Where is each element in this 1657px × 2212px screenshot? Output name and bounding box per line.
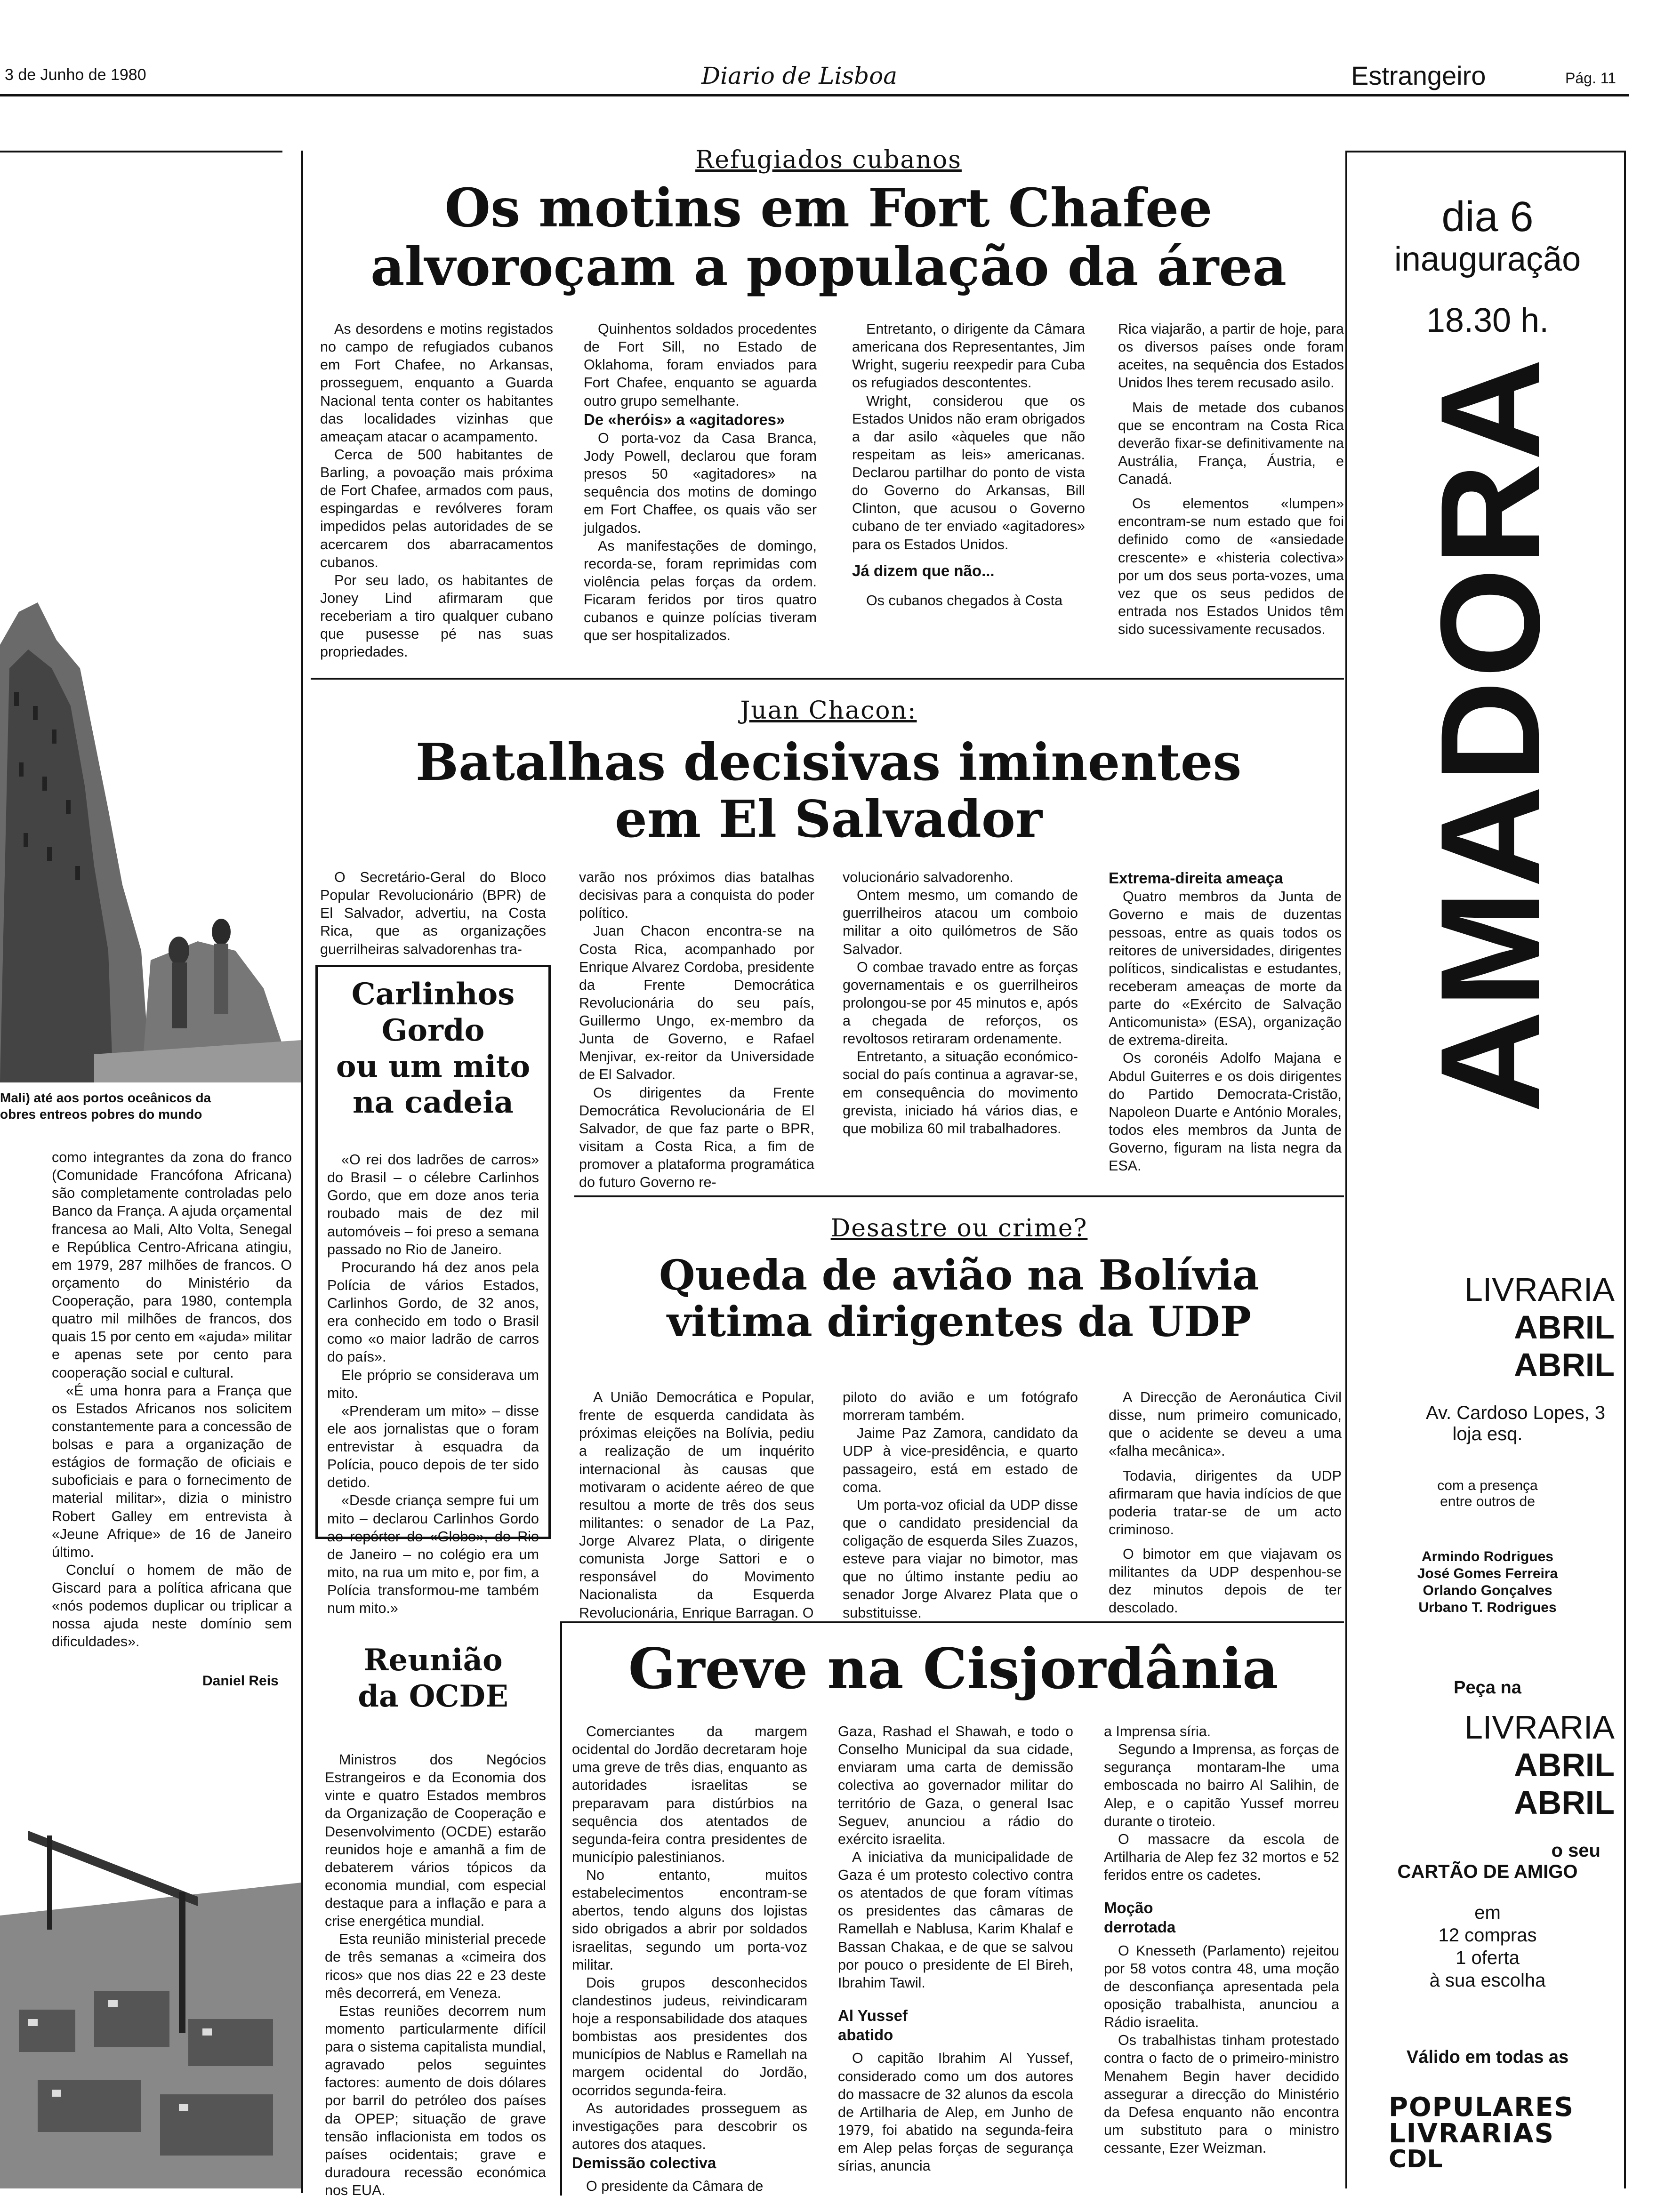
box-ocde-paragraph: Ministros dos Negócios Estrangeiros e da Economia dos vinte e quatro Estados membros da Organização de Cooperação e Desenvolvimento (OCDE) estarão reunidos hoje e amanhã a fim de debaterem vários tópicos da economia mundial, com especial destaque para a inflação e para a crise energética mundial. [325,1752,546,1930]
ad-presence [1356,1478,1619,1510]
article1-column-4 [1118,320,1344,664]
article1-headline-line1: Os motins em Fort Chafee [444,177,1213,239]
left-caption-line2: obres entreos pobres do mundo [0,1107,202,1122]
article2-subhead: Extrema-direita ameaça [1109,869,1283,887]
article4-headline: Greve na Cisjordânia [628,1636,1279,1701]
left-photo-mosque [0,151,301,1082]
rule-ad-right [1624,151,1626,2188]
article1-headline [311,179,1346,297]
article4-paragraph: O presidente da Câmara de [586,2178,764,2195]
masthead-page: Pág. 11 [1565,70,1616,87]
article3-column-3 [1109,1388,1342,1614]
box-carlinhos-title-line3: ou um mito [336,1049,531,1084]
ad-guest: Armindo Rodrigues [1421,1549,1553,1564]
box-carlinhos-title-line4: na cadeia [353,1085,514,1121]
article3-paragraph: A Direcção de Aeronáutica Civil disse, num primeiro comunicado, que o acidente se deveu a uma «falha mecânica». [1109,1389,1342,1459]
article2-headline-line1: Batalhas decisivas iminentes [415,733,1242,792]
article1-column-1 [320,320,553,664]
ad-presence1: com a presença [1437,1478,1538,1493]
article4-column-2 [838,1723,1073,2198]
rule-left-strip [301,151,303,2193]
article1-paragraph: Entretanto, o dirigente da Câmara americana dos Representantes, Jim Wright, sugeriu reexpedir para Cuba os refugiados descontentes. [852,321,1085,391]
masthead-date: 3 de Junho de 1980 [5,66,146,84]
article4-paragraph: As autoridades prosseguem as investigações para descobrir os autores dos ataques. [572,2100,807,2152]
article4-paragraph: Gaza, Rashad el Shawah, e todo o Conselho Municipal da sua cidade, enviaram uma carta de demissão colectiva ao governador militar do território de Gaza, o general Isac Seguev, anunciou a rádio do exército israelita. [838,1723,1073,1847]
rule-article3-bottom [560,1621,1344,1623]
article1-paragraph: Por seu lado, os habitantes de Joney Lind afirmaram que receberiam a tiro qualquer cubano que pusesse pé nas suas propriedades. [320,572,553,660]
ad-store3: ABRIL [1514,1346,1615,1383]
article4-paragraph: Os trabalhistas tinham protestado contra o facto de o primeiro-ministro Menahem Begin haver decidido assegurar a direcção do Ministério da Defesa enquanto não encontra um substituto para o ministro cessante, Ezer Weizman. [1104,2032,1339,2156]
masthead-newspaper: Diario de Lisboa [701,62,898,89]
article3-headline-line1: Queda de avião na Bolívia [659,1250,1260,1299]
ad-offer4: à sua escolha [1429,1970,1546,1991]
article4-paragraph: Dois grupos desconhecidos clandestinos judeus, reivindicaram hoje a responsabilidade dos ataques bombistas aos presidentes dos municípios de Nablus e Ramellah na margem ocidental do Jordão, ocorridos segunda-feira. [572,1974,807,2099]
rule-ocde-right [560,1621,562,2196]
article1-paragraph: Rica viajarão, a partir de hoje, para os diversos países onde foram aceites, na sequência dos Estados Unidos lhes terem recusado asilo. [1118,321,1344,391]
article2-column-1 [320,868,546,957]
ad-logo-line2: LIVRARIAS [1389,2118,1554,2149]
article4-paragraph: O capitão Ibrahim Al Yussef, considerado como um dos autores do massacre de 32 alunos da escola de Artilharia de Alep, em Junho de 1979, foi abatido na segunda-feira em Alep pelas forças de segurança sírias, anuncia [838,2050,1073,2174]
article4-paragraph: O massacre da escola de Artilharia de Alep fez 32 mortos e 52 feridos entre os cadetes. [1104,1831,1339,1883]
article1-paragraph: Mais de metade dos cubanos que se encontram na Costa Rica deverão fixar-se definitivamente na Austrália, França, Áustria, e Canadá. [1118,399,1344,487]
mosque-illustration [0,151,301,1082]
article4-subhead: Demissão colectiva [572,2154,716,2172]
article3-paragraph: piloto do avião e um fotógrafo morreram também. [843,1389,1078,1424]
article4-paragraph: A iniciativa da municipalidade de Gaza é um protesto colectivo contra os atentados de que foram vítimas os presidentes das câmaras de Ramellah e Nablusa, Karim Khalaf e Bassan Chakaa, e de que se salvou por pouco o presidente de El Bireh, Ibrahim Tawil. [838,1849,1073,1991]
rule-ad-left [1345,151,1347,2188]
ad-day: dia 6 [1441,193,1534,240]
article2-paragraph: volucionário salvadorenho. [843,869,1014,885]
ad-valid: Válido em todas as [1406,2047,1569,2067]
box-ocde-title [315,1643,551,1715]
rule-left-top [0,151,282,152]
article4-paragraph: O Knesseth (Parlamento) rejeitou por 58 votos contra 48, uma moção de desconfiança apresentada pela oposição trabalhista, anunciou a Rádio israelita. [1104,1942,1339,2031]
article1-paragraph: O porta-voz da Casa Branca, Jody Powell, declarou que foram presos 50 «agitadores» na sequência dos motins de domingo em Fort Chaffee, os quais vão ser julgados. [584,430,817,536]
article3-headline [574,1252,1344,1345]
article2-headline [311,734,1346,848]
article2-paragraph: Quatro membros da Junta de Governo e mais de duzentas pessoas, entre as quais todos os reitores de universidades, dirigentes políticos, sindicalistas e estudantes, receberam ameaças de morte da parte do «Exército de Salvação Anticomunista» (ESA), organização de extrema-direita. [1109,889,1342,1049]
article1-paragraph: As manifestações de domingo, recorda-se, foram reprimidas com violência pelas forças da ordem. Ficaram feridos por tiros quatro cubanos e quinze polícias tiveram que ser hospitalizados. [584,537,817,644]
rule-ad-top [1345,151,1626,152]
ad-offer [1356,1901,1619,1992]
box-carlinhos-paragraph: Ele próprio se considerava um mito. [327,1367,539,1401]
article3-headline-line2: vitima dirigentes da UDP [667,1297,1251,1346]
article3-paragraph: O bimotor em que viajavam os militantes da UDP despenhou-se dez minutos depois de ter descolado. [1109,1546,1342,1616]
rule-article2-bottom [574,1195,1344,1197]
article1-column-2 [584,320,817,664]
ad-card2: CARTÃO DE AMIGO [1397,1861,1578,1882]
article1-headline-line2: alvoroçam a população da área [370,236,1287,298]
masthead-section: Estrangeiro [1351,61,1486,90]
masthead-rule [0,94,1629,96]
ad-offer1: em [1474,1902,1501,1923]
ad-store-block-2 [1365,1708,1615,1821]
article2-paragraph: Os coronéis Adolfo Majana e Abdul Guiterres e os dois dirigentes do Partido Democrata-Cristão, Napoleon Duarte e António Morales, todos eles membros da Junta de Governo, figuram na lista negra da ESA. [1109,1050,1342,1174]
left-strip-paragraph: como integrantes da zona do franco (Comunidade Francófona Africana) são completamente controladas pelo Banco da França. A ajuda orçamental francesa ao Mali, Alto Volta, Senegal e República Centro-Africana atingiu, em 1979, 287 milhões de francos. O orçamento do Ministério da Cooperação, para 1980, contempla quatro mil milhões de francos, dos quais 15 por cento em «ajuda» militar e apenas sete por cento para cooperação social e cultural. [52,1149,292,1381]
article3-paragraph: Um porta-voz oficial da UDP disse que o candidato presidencial da coligação de esquerda Siles Zuazos, esteve para viajar no bimotor, mas que no último instante pediu ao senador Jorge Alvarez Plata que o substituisse. [843,1497,1078,1621]
article4-column-1 [572,1723,807,2198]
left-caption-line1: Mali) até aos portos oceânicos da [0,1090,211,1105]
article4-paragraph: No entanto, muitos estabelecimentos encontram-se abertos, tendo alguns dos lojistas sido obrigados a abrir por soldados israelitas, segundo um porta-voz militar. [572,1867,807,1973]
box-carlinhos-body [327,1151,539,1617]
box-carlinhos-title-line2: Gordo [381,1012,485,1048]
ad-event: inauguração [1394,240,1581,278]
box-ocde-body [325,1751,546,2198]
ad-store6: ABRIL [1514,1784,1615,1821]
box-carlinhos-paragraph: «Desde criança sempre fui um mito – declarou Carlinhos Gordo ao repórter do «Globo», do Rio de Janeiro – no colégio era um mito, na rua um mito e, por fim, a Polícia transformou-me também num mito.» [327,1492,539,1617]
ad-time: 18.30 h. [1426,302,1549,339]
article1-column-3 [852,320,1085,664]
box-ocde-title-line2: da OCDE [358,1678,508,1714]
ad-store2: ABRIL [1514,1309,1615,1346]
article2-column-4 [1109,868,1342,1188]
article1-subhead: Já dizem que não... [852,561,995,579]
article4-paragraph: a Imprensa síria. [1104,1723,1211,1739]
article1-paragraph: Cerca de 500 habitantes de Barling, a povoação mais próxima de Fort Chafee, armados com paus, espingardas e revólveres foram impedidos pelas autoridades de se acercarem dos abarracamentos cubanos. [320,446,553,570]
box-carlinhos-title-line1: Carlinhos [351,977,515,1012]
article1-subhead: De «heróis» a «agitadores» [584,410,785,428]
ad-guest: Orlando Gonçalves [1423,1583,1552,1598]
ad-logo-line3: CDL [1389,2145,1443,2173]
ad-amadora: AMADORA [1411,355,1569,1113]
left-photo-port [0,1774,301,2188]
article1-paragraph: Wright, considerou que os Estados Unidos não eram obrigados a dar asilo «àqueles que não respeitam as leis» americanas. Declarou partilhar do ponto de vista do Governo do Arkansas, Bill Clinton, que acusou o Governo cubano de ter enviado «agitadores» para os Estados Unidos. [852,393,1085,553]
article2-column-2 [579,868,814,1191]
article2-column-3 [843,868,1078,1188]
box-carlinhos-paragraph: «O rei dos ladrões de carros» do Brasil – o célebre Carlinhos Gordo, que em doze anos teria roubado mais de dez mil automóveis – foi preso a semana passado no Rio de Janeiro. [327,1152,539,1258]
article2-paragraph: Entretanto, a situação económico-social do país continua a agravar-se, em consequência do movimento grevista, iniciado há vários dias, e que mobiliza 60 mil trabalhadores. [843,1049,1078,1137]
article2-paragraph: varão nos próximos dias batalhas decisivas para a conquista do poder político. [579,869,814,922]
ad-store4: LIVRARIA [1464,1709,1615,1746]
port-illustration [0,1774,301,2188]
ad-logo [1356,2094,1652,2172]
article2-paragraph: Os dirigentes da Frente Democrática Revolucionária de El Salvador, de que faz parte o BPR, visitam a Costa Rica, a fim de promover a plataforma programática do futuro Governo re- [579,1084,814,1191]
ad-guest: Urbano T. Rodrigues [1418,1600,1557,1615]
box-carlinhos-paragraph: Procurando há dez anos pela Polícia de vários Estados, Carlinhos Gordo, de 32 anos, era conhecido em todo o Brasil como «o maior ladrão de carros do país». [327,1259,539,1365]
article1-paragraph: Quinhentos soldados procedentes de Fort Sill, no Estado de Oklahoma, foram enviados para Fort Chafee, enquanto se aguarda outro grupo semelhante. [584,321,817,409]
left-strip-byline: Daniel Reis [202,1673,279,1689]
article3-paragraph: Todavia, dirigentes da UDP afirmaram que havia indícios de que poderia tratar-se de um acto criminoso. [1109,1467,1342,1538]
article4-column-3 [1104,1723,1339,2198]
box-carlinhos-title [318,977,548,1121]
left-strip-column [52,1148,292,1657]
ad-logo-line1: POPULARES [1389,2092,1574,2123]
ad-presence2: entre outros de [1440,1494,1535,1509]
article2-kicker: Juan Chacon: [740,697,917,725]
ad-guest: José Gomes Ferreira [1417,1566,1558,1581]
article4-subhead: Al Yussef abatido [838,2006,908,2044]
article3-paragraph: Jaime Paz Zamora, candidato da UDP à vice-presidência, e quarto passageiro, está em estado de coma. [843,1425,1078,1495]
left-strip-paragraph: «É uma honra para a França que os Estados Africanos nos solicitem constantemente para a concessão de bolsas e para a organização de estágios de formação de oficiais e suboficiais e para o fornecimento de material militar», dizia o ministro Robert Galley em entrevista à «Jeune Afrique» de 16 de Janeiro último. [52,1382,292,1560]
ad-store-block-1 [1365,1271,1615,1384]
ad-address1: Av. Cardoso Lopes, 3 [1426,1403,1605,1423]
article4-paragraph: Segundo a Imprensa, as forças de segurança montaram-lhe uma emboscada no bairro Al Salihin, de Alep, e o capitão Yussef morreu durante o tiroteio. [1104,1741,1339,1829]
article2-paragraph: Ontem mesmo, um comando de guerrilheiros atacou um comboio militar a oito quilómetros de São Salvador. [843,887,1078,957]
left-strip-paragraph: Concluí o homem de mão de Giscard para a política africana que «nós podemos duplicar ou triplicar a nossa ajuda neste domínio sem dificuldades». [52,1562,292,1650]
article2-paragraph: O combae travado entre as forças governamentais e os guerrilheiros prolongou-se por 45 minutos e, após a chegada de reforços, os revoltosos retiraram ordenamente. [843,959,1078,1047]
article2-paragraph: Juan Chacon encontra-se na Costa Rica, acompanhado por Enrique Alvarez Cordoba, presidente da Frente Democrática Revolucionária do seu país, Guillermo Ungo, ex-membro da Junta de Governo, e Rafael Menjivar, ex-reitor da Universidade de El Salvador. [579,923,814,1083]
article1-kicker: Refugiados cubanos [695,146,962,174]
article3-kicker: Desastre ou crime? [830,1214,1088,1242]
ad-guests [1356,1548,1619,1616]
left-caption [0,1090,282,1122]
ad-store1: LIVRARIA [1464,1271,1615,1308]
box-ocde-paragraph: Esta reunião ministerial precede de três semanas a «cimeira dos ricos» que nos dias 22 e 23 deste mês decorrerá, em Veneza. [325,1931,546,2001]
article3-column-2 [843,1388,1078,1621]
ad-card1: o seu [1551,1840,1601,1861]
ad-offer3: 1 oferta [1456,1948,1520,1968]
ad-address [1356,1403,1619,1445]
article1-paragraph: Os cubanos chegados à Costa [866,592,1063,609]
ad-ask: Peça na [1454,1678,1521,1698]
box-carlinhos [315,965,551,1617]
box-ocde-paragraph: Estas reuniões decorrem num momento particularmente difícil para o sistema capitalista mundial, agravado pelos seguintes factores: aumento de dois dólares por barril do petróleo dos países da OPEP; situação de grave tensão inflacionista em todos os países ocidentais; grave e duradoura recessão económica nos EUA. [325,2003,546,2198]
article4-paragraph: Comerciantes da margem ocidental do Jordão decretaram hoje uma greve de três dias, enquanto as autoridades israelitas se preparavam para distúrbios na sequência dos atentados de segunda-feira contra presidentes de município palestinianos. [572,1723,807,1865]
article3-paragraph: A União Democrática e Popular, frente de esquerda candidata às próximas eleições na Bolívia, pediu a realização de um inquérito internacional às causas que motivaram o acidente aéreo de que resultou a morte de três dos seus militantes: o senador de La Paz, Jorge Alvarez Plata, o dirigente comunista Jorge Sattori e o responsável do Movimento Nacionalista da Esquerda Revolucionária, Enrique Barragan. O [579,1389,814,1621]
box-carlinhos-paragraph: «Prenderam um mito» – disse ele aos jornalistas que o foram entrevistar à esquadra da Polícia, pouco depois de ter sido detido. [327,1403,539,1491]
ad-address2: loja esq. [1452,1424,1523,1444]
article4-subhead: Moção derrotada [1104,1899,1176,1936]
article2-paragraph: O Secretário-Geral do Bloco Popular Revolucionário (BPR) de El Salvador, advertiu, na Costa Rica, que as organizações guerrilheiras salvadorenhas tra- [320,869,546,957]
article1-paragraph: As desordens e motins registados no campo de refugiados cubanos em Fort Chafee, no Arkansas, prosseguem, enquanto a Guarda Nacional tenta conter os habitantes das localidades vizinhas que ameaçam atacar o acampamento. [320,321,553,445]
article1-paragraph: Os elementos «lumpen» encontram-se num estado que foi definido como de «ansiedade crescente» e «histeria colectiva» por um dos seus porta-vozes, uma vez que os seus pedidos de entrada nos Estados Unidos têm sido sucessivamente recusados. [1118,496,1344,637]
rule-article1-bottom [311,678,1344,680]
box-ocde-title-line1: Reunião [363,1643,503,1678]
ad-store5: ABRIL [1514,1747,1615,1783]
article2-headline-line2: em El Salvador [615,789,1042,849]
article3-column-1 [579,1388,814,1621]
ad-card [1356,1840,1619,1883]
ad-offer2: 12 compras [1438,1925,1537,1946]
